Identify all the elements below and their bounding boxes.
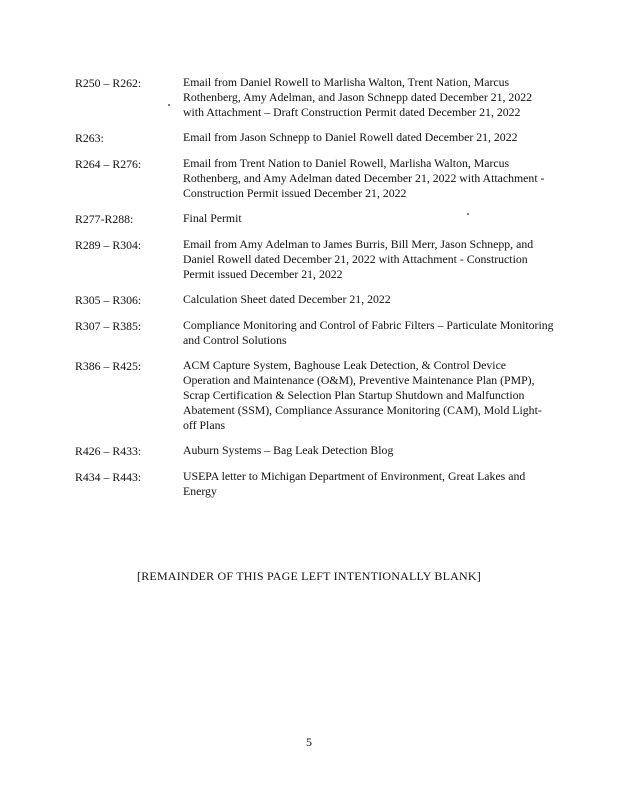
record-range: R264 – R276: — [75, 157, 142, 171]
record-description: Compliance Monitoring and Control of Fabric Filters – Particulate Monitoring and Control Solutions — [183, 318, 554, 347]
record-entry — [75, 358, 555, 433]
record-entry — [75, 443, 555, 459]
record-entry — [75, 75, 555, 120]
record-range: R289 – R304: — [75, 238, 142, 252]
intentionally-blank-note: [REMAINDER OF THIS PAGE LEFT INTENTIONALLY BLANK] — [137, 569, 481, 583]
scan-speck — [467, 213, 469, 215]
record-range: R305 – R306: — [75, 293, 142, 307]
record-entry — [75, 318, 555, 348]
record-range: R434 – R443: — [75, 470, 142, 484]
record-description: ACM Capture System, Baghouse Leak Detection, & Control Device Operation and Maintenance (O&M), Preventive Maintenance Plan (PMP), Scrap Certification & Selection Plan Startup Shutdown and Malfunction Abatement (SSM), Compliance Assurance Monitoring (CAM), Mold Light-off Plans — [183, 358, 542, 432]
record-description: Email from Daniel Rowell to Marlisha Walton, Trent Nation, Marcus Rothenberg, Amy Adelman, and Jason Schnepp dated December 21, 2022 with Attachment – Draft Construction Permit dated December 21, 2022 — [183, 75, 533, 119]
record-entry — [75, 292, 555, 308]
record-description: Auburn Systems – Bag Leak Detection Blog — [183, 443, 394, 457]
record-description: Email from Jason Schnepp to Daniel Rowell dated December 21, 2022 — [183, 130, 518, 144]
record-range: R277-R288: — [75, 212, 134, 226]
page-number: 5 — [306, 735, 312, 749]
record-description: Final Permit — [183, 211, 242, 225]
record-entry — [75, 156, 555, 201]
record-index-list — [75, 75, 555, 509]
record-description: Email from Amy Adelman to James Burris, Bill Merr, Jason Schnepp, and Daniel Rowell dated December 21, 2022 with Attachment - Construction Permit issued December 21, 2022 — [183, 237, 534, 281]
record-description: Email from Trent Nation to Daniel Rowell, Marlisha Walton, Marcus Rothenberg, and Amy Adelman dated December 21, 2022 with Attachment - Construction Permit issued December 21, 2022 — [183, 156, 545, 200]
record-range: R426 – R433: — [75, 444, 142, 458]
record-description: USEPA letter to Michigan Department of Environment, Great Lakes and Energy — [183, 469, 526, 498]
scan-speck — [168, 104, 170, 106]
record-range: R386 – R425: — [75, 359, 142, 373]
record-description: Calculation Sheet dated December 21, 2022 — [183, 292, 391, 306]
record-entry — [75, 211, 555, 227]
record-entry — [75, 130, 555, 146]
record-range: R263: — [75, 131, 104, 145]
record-range: R307 – R385: — [75, 319, 142, 333]
record-entry — [75, 469, 555, 499]
record-range: R250 – R262: — [75, 76, 142, 90]
record-entry — [75, 237, 555, 282]
